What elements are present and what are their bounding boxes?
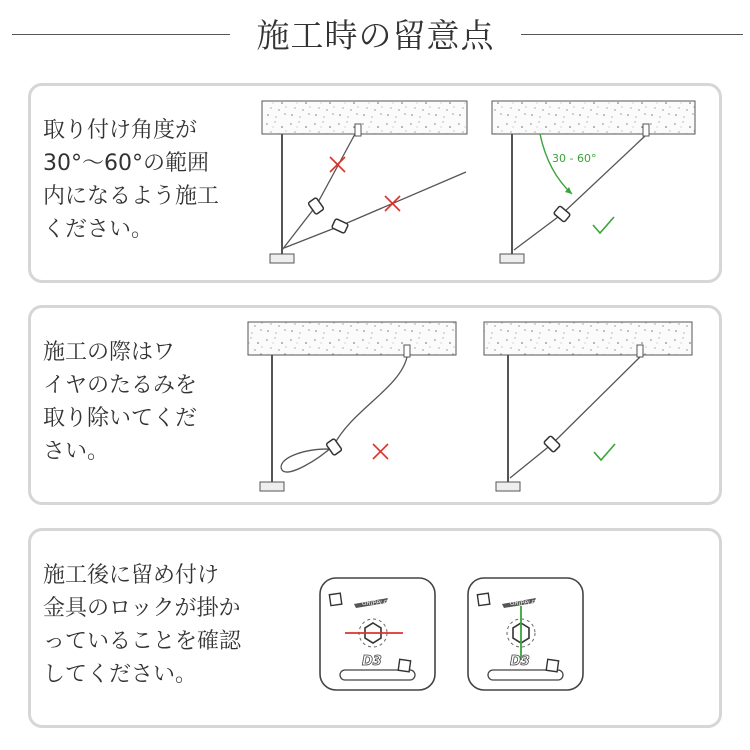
corner-hole <box>477 593 489 605</box>
ceiling-slab <box>492 101 695 134</box>
gripple-fastener <box>332 219 349 234</box>
text-line: 取り除いてくだ <box>43 406 198 431</box>
text-line: 施工後に留め付け <box>43 563 220 588</box>
text-line: 施工の際はワ <box>43 340 176 365</box>
ceiling-anchor <box>643 124 649 136</box>
angle-label: 30 - 60° <box>552 152 597 165</box>
text-line: 30°〜60°の範囲 <box>43 151 209 176</box>
text-line: 内になるよう施工 <box>43 184 220 209</box>
diagram-angle-correct <box>492 101 695 263</box>
wire-taut <box>510 357 640 478</box>
cross-mark <box>330 157 345 172</box>
ceiling-anchor <box>404 345 410 357</box>
text-line: イヤのたるみを <box>43 373 198 398</box>
fastener-plate-locked <box>468 578 583 690</box>
text-line: ください。 <box>43 217 154 242</box>
ceiling-slab <box>262 101 467 134</box>
brand-text: GRIPPLE <box>362 600 387 607</box>
brand-text: GRIPPLE <box>510 600 535 607</box>
corner-hole <box>398 659 410 671</box>
support-base <box>500 254 524 263</box>
cross-mark <box>373 444 388 459</box>
fastener-plate-unlocked <box>320 578 435 690</box>
text-line: してください。 <box>43 662 198 687</box>
plate-label: D3 <box>362 654 382 669</box>
support-base <box>496 482 520 491</box>
text-line: 金具のロックが掛か <box>43 596 241 621</box>
support-base <box>270 254 294 263</box>
ceiling-anchor <box>637 345 643 357</box>
diagram-slack-correct <box>484 322 692 491</box>
plate-label: D3 <box>510 654 530 669</box>
support-base <box>260 482 284 491</box>
wire-slack <box>334 357 407 445</box>
check-mark <box>594 444 615 460</box>
text-line: さい。 <box>43 439 110 464</box>
page-title: 施工時の留意点 <box>256 16 495 55</box>
corner-hole <box>546 659 558 671</box>
diagram-angle-wrong <box>262 101 467 263</box>
check-mark <box>593 217 614 233</box>
ceiling-slab <box>248 322 456 355</box>
text-line: 取り付け角度が <box>43 118 198 143</box>
diagram-slack-wrong <box>248 322 456 491</box>
corner-hole <box>329 593 341 605</box>
ceiling-anchor <box>355 124 361 136</box>
gripple-fastener <box>308 197 324 214</box>
wire-shallow <box>284 172 466 248</box>
ceiling-slab <box>484 322 692 355</box>
wire-loop <box>281 445 334 472</box>
cross-mark <box>385 196 400 211</box>
gripple-fastener <box>326 438 342 455</box>
text-line: っていることを確認 <box>43 629 242 654</box>
